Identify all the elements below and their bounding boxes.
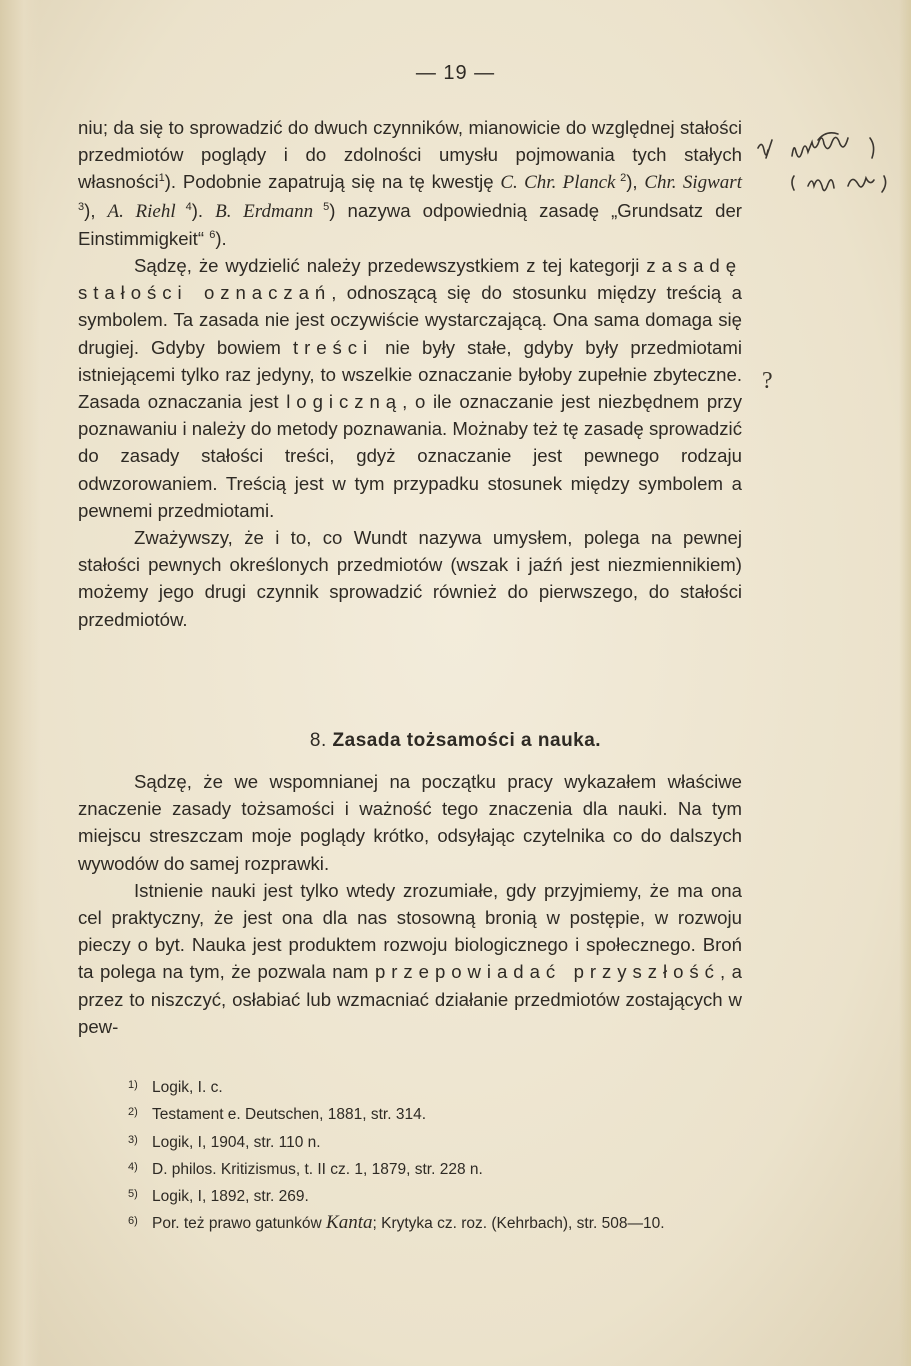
text-run: ). — [191, 199, 216, 221]
paragraph — [78, 524, 742, 633]
paragraph — [78, 768, 742, 877]
text-run: Por. też prawo gatunków — [152, 1215, 327, 1233]
italic-name: B. Erdmann — [215, 200, 314, 222]
footnote-mark: 2) — [128, 1106, 138, 1119]
page-binding-edge — [0, 0, 40, 1366]
paragraph — [78, 252, 742, 524]
emphasized-text: zasadę stałości oznaczań — [78, 255, 742, 304]
footnote — [128, 1073, 768, 1100]
section-number: 8. — [309, 730, 327, 751]
text-run: , odnoszącą się do stosunku między treścią a symbolem. Ta zasada nie jest oczywiście wystarczającą. Ona sama domaga się drugiej. Gdyby bowiem — [78, 282, 742, 358]
footnote-ref: 4 — [175, 200, 192, 213]
italic-name: Kanta — [326, 1212, 373, 1234]
text-run: ) nazywa odpowiednią zasadę „Grundsatz der Einstimmigkeit“ — [78, 199, 742, 249]
footnote-mark: 5) — [128, 1188, 138, 1201]
text-run: Sądzę, że we wspomnianej na początku pracy wykazałem właściwe znaczenie zasady tożsamości i ważność tego znaczenia dla nauki. Na tym miejscu streszczam moje poglądy krótko, odsyłając czytelnika co do dalszych wywodów do samej rozprawki. — [78, 771, 742, 874]
text-run: ). — [215, 227, 227, 249]
italic-name: C. Chr. Planck — [500, 172, 616, 194]
text-run: Istnienie nauki jest tylko wtedy zrozumiałe, gdy przyjmiemy, że ma ona cel praktyczny, że jest ona dla nas stosowną bronią w postępie, w rozwoju pieczy o byt. Nauka jest produktem rozwoju biologicznego i społecznego. Broń ta polega na tym, że pozwala nam — [78, 879, 742, 983]
page-number: — 19 — — [415, 62, 496, 84]
text-run: D. philos. Kritizismus, t. II cz. 1, 1879, str. 228 n. — [152, 1160, 483, 1178]
text-run: ; Krytyka cz. roz. (Kehrbach), str. 508—10. — [372, 1215, 665, 1233]
footnote — [128, 1100, 768, 1127]
paragraph — [78, 877, 742, 1040]
italic-name: A. Riehl — [107, 200, 176, 222]
footnote-ref: 1 — [158, 172, 165, 185]
emphasized-text: treści — [292, 336, 374, 358]
section-title: Zasada tożsamości a nauka. — [332, 730, 602, 751]
footnotes — [128, 1073, 768, 1237]
text-run: Zważywszy, że i to, co Wundt nazywa umysłem, polega na pewnej stałości pewnych określonych przedmiotów (wszak i jaźń jest niezmiennikiem) możemy jego drugi czynnik sprowadzić również do pierwszego, do stałości przedmiotów. — [78, 527, 742, 630]
body-text-top — [78, 114, 742, 633]
footnote-ref: 2 — [615, 172, 627, 185]
footnote-ref: 3 — [78, 200, 85, 213]
text-run: Testament e. Deutschen, 1881, str. 314. — [152, 1106, 426, 1124]
handwritten-margin-note — [752, 128, 902, 208]
text-run: ), — [84, 199, 108, 221]
footnote — [128, 1128, 768, 1155]
body-text-section — [78, 768, 742, 1040]
section-heading — [0, 730, 911, 752]
footnote-mark: 6) — [128, 1215, 138, 1228]
text-run: , o ile oznaczanie jest niezbędnem przy poznawaniu i należy do metody poznawania. Możnaby też tę zasadę sprowadzić do zasady stałości treści, gdyż oznaczanie jest pewnego rodzaju odwzorowaniem. Treścią jest w tym przypadku stosunek między symbolem a pewnemi przedmiotami. — [78, 391, 742, 521]
text-run: ), — [626, 171, 645, 193]
text-run: Logik, I, 1904, str. 110 n. — [152, 1133, 321, 1151]
footnote — [128, 1209, 768, 1236]
emphasized-text: logiczną — [286, 391, 403, 413]
footnote — [128, 1182, 768, 1209]
footnote — [128, 1155, 768, 1182]
text-run: niu; da się to sprowadzić do dwuch czynników, mianowicie do względnej stałości przedmiotów poglądy i do zdolności umysłu pojmowania tych stałych własności — [78, 117, 742, 193]
text-run: , a przez to niszczyć, osłabiać lub wzmacniać działanie przedmiotów zostających w pew- — [78, 961, 742, 1037]
emphasized-text: przepowiadać przyszłość — [374, 961, 720, 983]
italic-name: Chr. Sigwart — [644, 172, 742, 194]
text-run: ). Podobnie zapatrują się na tę kwestję — [164, 171, 501, 193]
text-run: Sądzę, że wydzielić należy przedewszystkiem z tej kategorji — [134, 255, 647, 277]
footnote-mark: 3) — [128, 1133, 138, 1146]
footnote-mark: 4) — [128, 1160, 138, 1173]
footnote-ref: 5 — [313, 200, 330, 213]
text-run: Logik, I. c. — [152, 1079, 223, 1096]
footnote-mark: 1) — [128, 1079, 138, 1091]
margin-question-mark: ? — [762, 368, 773, 394]
paragraph — [78, 114, 742, 252]
text-run: nie były stałe, gdyby były przedmiotami istniejącemi tylko raz jedyny, to wszelkie oznaczanie byłoby zupełnie zbyteczne. Zasada oznaczania jest — [78, 336, 742, 413]
footnote-ref: 6 — [209, 228, 216, 241]
text-run: Logik, I, 1892, str. 269. — [152, 1188, 309, 1206]
